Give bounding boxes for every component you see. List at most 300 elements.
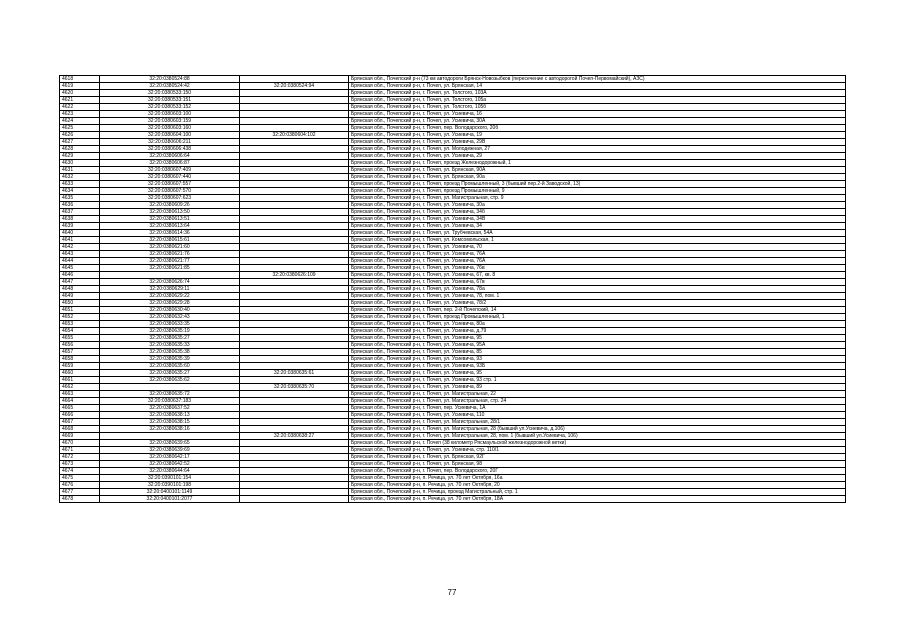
row-number-cell: 4653 xyxy=(60,321,100,328)
related-cadastral-number-cell xyxy=(240,209,349,216)
register-table xyxy=(59,75,846,503)
related-cadastral-number-cell xyxy=(240,160,349,167)
address-cell: Брянская обл., Почепский р-н, г. Почеп, пер. 2-й Почепский, 14 xyxy=(349,307,846,314)
cadastral-number-cell: 32:20:0380637:183 xyxy=(100,398,240,405)
address-cell: Брянская обл., Почепский р-н, г. Почеп, ул. Усиевича, 19 xyxy=(349,132,846,139)
related-cadastral-number-cell xyxy=(240,97,349,104)
row-number-cell: 4652 xyxy=(60,314,100,321)
table-row xyxy=(60,209,846,216)
cadastral-number-cell: 32:20:0380633:35 xyxy=(100,321,240,328)
address-cell: Брянская обл., Почепский р-н, г. Почеп, ул. Трубчевская, 54А xyxy=(349,230,846,237)
cadastral-number-cell: 32:20:0380609:26 xyxy=(100,202,240,209)
cadastral-number-cell: 32:20:0380635:62 xyxy=(100,377,240,384)
cadastral-number-cell: 32:20:0380635:27 xyxy=(100,370,240,377)
related-cadastral-number-cell xyxy=(240,363,349,370)
cadastral-number-cell: 32:20:0380607:623 xyxy=(100,195,240,202)
address-cell: Брянская обл., Почепский р-н, г. Почеп, ул. Магистральная, стр. 9 xyxy=(349,195,846,202)
table-row xyxy=(60,181,846,188)
row-number-cell: 4676 xyxy=(60,482,100,489)
cadastral-number-cell: 32:20:0380614:36 xyxy=(100,230,240,237)
address-cell: Брянская обл., Почепский р-н (73 км автодороги Брянск-Новозыбков (пересечение с автодорогой Почеп-Первомайский), АЗС) xyxy=(349,76,846,83)
row-number-cell: 4636 xyxy=(60,202,100,209)
cadastral-number-cell: 32:20:0380626:74 xyxy=(100,279,240,286)
related-cadastral-number-cell xyxy=(240,258,349,265)
related-cadastral-number-cell xyxy=(240,202,349,209)
cadastral-number-cell: 32:20:0400101:1149 xyxy=(100,489,240,496)
row-number-cell: 4624 xyxy=(60,118,100,125)
address-cell: Брянская обл., Почепский р-н, г. Почеп, ул. Толстого, 103А xyxy=(349,90,846,97)
address-cell: Брянская обл., Почепский р-н, г. Почеп, ул. Брянская, 14 xyxy=(349,83,846,90)
related-cadastral-number-cell xyxy=(240,76,349,83)
address-cell: Брянская обл., Почепский р-н, г. Почеп, ул. Усиевича, 76А xyxy=(349,258,846,265)
row-number-cell: 4618 xyxy=(60,76,100,83)
address-cell: Брянская обл., Почепский р-н, п. Речица, проезд Магистральный, стр. 1 xyxy=(349,489,846,496)
row-number-cell: 4648 xyxy=(60,286,100,293)
cadastral-number-cell: 32:20:0380613:50 xyxy=(100,209,240,216)
related-cadastral-number-cell xyxy=(240,447,349,454)
related-cadastral-number-cell xyxy=(240,440,349,447)
related-cadastral-number-cell xyxy=(240,426,349,433)
row-number-cell: 4670 xyxy=(60,440,100,447)
table-row xyxy=(60,265,846,272)
cadastral-number-cell: 32:20:0380629:11 xyxy=(100,286,240,293)
table-row xyxy=(60,349,846,356)
address-cell: Брянская обл., Почепский р-н, г. Почеп, ул. Усиевича, 85 xyxy=(349,349,846,356)
table-row xyxy=(60,272,846,279)
related-cadastral-number-cell: 32:20:0380604:102 xyxy=(240,132,349,139)
address-cell: Брянская обл., Почепский р-н, г. Почеп, ул. Брянская, 92Г xyxy=(349,454,846,461)
row-number-cell: 4639 xyxy=(60,223,100,230)
table-row xyxy=(60,125,846,132)
address-cell: Брянская обл., Почепский р-н, г. Почеп, ул. Усиевича, 34 xyxy=(349,223,846,230)
row-number-cell: 4664 xyxy=(60,398,100,405)
related-cadastral-number-cell xyxy=(240,328,349,335)
table-row xyxy=(60,412,846,419)
row-number-cell: 4647 xyxy=(60,279,100,286)
table-row xyxy=(60,160,846,167)
cadastral-number-cell: 32:20:0380638:16 xyxy=(100,426,240,433)
address-cell: Брянская обл., Почепский р-н, г. Почеп, ул. Брянская, 98 xyxy=(349,461,846,468)
address-cell: Брянская обл., Почепский р-н, г. Почеп, проезд Промышленный, 9 xyxy=(349,188,846,195)
table-row xyxy=(60,286,846,293)
table-row xyxy=(60,83,846,90)
row-number-cell: 4651 xyxy=(60,307,100,314)
related-cadastral-number-cell xyxy=(240,251,349,258)
row-number-cell: 4671 xyxy=(60,447,100,454)
table-row xyxy=(60,153,846,160)
address-cell: Брянская обл., Почепский р-н, г. Почеп, ул. Магистральная, 28/1 xyxy=(349,419,846,426)
cadastral-number-cell: 32:20:0380603:159 xyxy=(100,118,240,125)
row-number-cell: 4628 xyxy=(60,146,100,153)
row-number-cell: 4649 xyxy=(60,293,100,300)
row-number-cell: 4663 xyxy=(60,391,100,398)
related-cadastral-number-cell xyxy=(240,90,349,97)
related-cadastral-number-cell xyxy=(240,342,349,349)
table-row xyxy=(60,328,846,335)
related-cadastral-number-cell xyxy=(240,237,349,244)
related-cadastral-number-cell: 32:20:0380638:27 xyxy=(240,433,349,440)
cadastral-number-cell: 32:20:0380533:150 xyxy=(100,90,240,97)
address-cell: Брянская обл., Почепский р-н, г. Почеп, ул. Усиевича, 78, пом. 1 xyxy=(349,293,846,300)
cadastral-number-cell: 32:20:0380606:64 xyxy=(100,153,240,160)
table-row xyxy=(60,363,846,370)
cadastral-number-cell: 32:20:0380642:17 xyxy=(100,454,240,461)
cadastral-number-cell: 32:20:0380603:160 xyxy=(100,125,240,132)
table-row xyxy=(60,489,846,496)
row-number-cell: 4623 xyxy=(60,111,100,118)
cadastral-number-cell: 32:20:0380638:13 xyxy=(100,412,240,419)
related-cadastral-number-cell: 32:20:0380524:94 xyxy=(240,83,349,90)
row-number-cell: 4673 xyxy=(60,461,100,468)
table-row xyxy=(60,433,846,440)
table-row xyxy=(60,384,846,391)
row-number-cell: 4678 xyxy=(60,496,100,503)
cadastral-number-cell: 32:20:0380613:51 xyxy=(100,216,240,223)
cadastral-number-cell: 32:20:0380635:33 xyxy=(100,342,240,349)
address-cell: Брянская обл., Почепский р-н, г. Почеп, ул. Усиевича, 89 xyxy=(349,384,846,391)
row-number-cell: 4638 xyxy=(60,216,100,223)
cadastral-number-cell: 32:20:0380635:27 xyxy=(100,335,240,342)
table-row xyxy=(60,202,846,209)
address-cell: Брянская обл., Почепский р-н, г. Почеп, ул. Усиевича, 16 xyxy=(349,111,846,118)
row-number-cell: 4632 xyxy=(60,174,100,181)
related-cadastral-number-cell xyxy=(240,307,349,314)
address-cell: Брянская обл., Почепский р-н, г. Почеп, проезд Промышленный, 3 (бывший пер.2-й Заводской, 13) xyxy=(349,181,846,188)
row-number-cell: 4640 xyxy=(60,230,100,237)
related-cadastral-number-cell xyxy=(240,244,349,251)
address-cell: Брянская обл., Почепский р-н, г. Почеп, ул. Усиевича, 30А xyxy=(349,118,846,125)
related-cadastral-number-cell xyxy=(240,314,349,321)
address-cell: Брянская обл., Почепский р-н, г. Почеп, ул. Усиевича, 70 xyxy=(349,244,846,251)
address-cell: Брянская обл., Почепский р-н, г. Почеп, проезд Железнодорожный, 1 xyxy=(349,160,846,167)
table-row xyxy=(60,118,846,125)
table-row xyxy=(60,167,846,174)
row-number-cell: 4677 xyxy=(60,489,100,496)
address-cell: Брянская обл., Почепский р-н, г. Почеп, ул. Усиевича, 29В xyxy=(349,139,846,146)
related-cadastral-number-cell xyxy=(240,139,349,146)
address-cell: Брянская обл., Почепский р-н, г. Почеп, ул. Толстого, 105а xyxy=(349,97,846,104)
cadastral-number-cell: 32:20:0380635:19 xyxy=(100,328,240,335)
cadastral-number-cell: 32:20:0380638:15 xyxy=(100,419,240,426)
row-number-cell: 4627 xyxy=(60,139,100,146)
cadastral-number-cell: 32:20:0380635:60 xyxy=(100,363,240,370)
address-cell: Брянская обл., Почепский р-н, г. Почеп, ул. Усиевича, 95А xyxy=(349,342,846,349)
cadastral-number-cell: 32:20:0380629:22 xyxy=(100,293,240,300)
related-cadastral-number-cell xyxy=(240,496,349,503)
row-number-cell: 4644 xyxy=(60,258,100,265)
cadastral-number-cell xyxy=(100,384,240,391)
cadastral-number-cell: 32:20:0380603:100 xyxy=(100,111,240,118)
cadastral-number-cell: 32:20:0380632:43 xyxy=(100,314,240,321)
related-cadastral-number-cell xyxy=(240,104,349,111)
table-row xyxy=(60,440,846,447)
cadastral-number-cell: 32:20:0380607:409 xyxy=(100,167,240,174)
table-row xyxy=(60,356,846,363)
row-number-cell: 4629 xyxy=(60,153,100,160)
table-row xyxy=(60,76,846,83)
row-number-cell: 4633 xyxy=(60,181,100,188)
row-number-cell: 4668 xyxy=(60,426,100,433)
register-table-body xyxy=(60,76,846,503)
address-cell: Брянская обл., Почепский р-н, г. Почеп, ул. Брянская, 90А xyxy=(349,167,846,174)
related-cadastral-number-cell xyxy=(240,146,349,153)
related-cadastral-number-cell xyxy=(240,454,349,461)
table-row xyxy=(60,475,846,482)
related-cadastral-number-cell xyxy=(240,489,349,496)
cadastral-number-cell: 32:20:0380630:40 xyxy=(100,307,240,314)
row-number-cell: 4621 xyxy=(60,97,100,104)
related-cadastral-number-cell xyxy=(240,475,349,482)
table-row xyxy=(60,482,846,489)
row-number-cell: 4625 xyxy=(60,125,100,132)
address-cell: Брянская обл., Почепский р-н, г. Почеп, ул. Усиевича, 80а xyxy=(349,321,846,328)
table-row xyxy=(60,244,846,251)
table-row xyxy=(60,300,846,307)
page-number: 77 xyxy=(447,588,457,597)
table-row xyxy=(60,237,846,244)
cadastral-number-cell: 32:20:0380533:152 xyxy=(100,104,240,111)
table-row xyxy=(60,223,846,230)
table-row xyxy=(60,174,846,181)
address-cell: Брянская обл., Почепский р-н, г. Почеп, ул. Усиевича, 95 xyxy=(349,335,846,342)
cadastral-number-cell: 32:20:0380621:76 xyxy=(100,251,240,258)
related-cadastral-number-cell xyxy=(240,419,349,426)
related-cadastral-number-cell xyxy=(240,405,349,412)
row-number-cell: 4622 xyxy=(60,104,100,111)
row-number-cell: 4658 xyxy=(60,356,100,363)
cadastral-number-cell: 32:20:0380613:64 xyxy=(100,223,240,230)
address-cell: Брянская обл., Почепский р-н, п. Речица, ул. 70 лет Октября, 16а xyxy=(349,475,846,482)
address-cell: Брянская обл., Почепский р-н, г. Почеп, ул. Магистральная, 22 xyxy=(349,391,846,398)
row-number-cell: 4674 xyxy=(60,468,100,475)
related-cadastral-number-cell xyxy=(240,468,349,475)
address-cell: Брянская обл., Почепский р-н, г. Почеп, ул. Магистральная, 28 (бывший ул.Усиевича, д.106) xyxy=(349,426,846,433)
row-number-cell: 4646 xyxy=(60,272,100,279)
row-number-cell: 4630 xyxy=(60,160,100,167)
cadastral-number-cell xyxy=(100,272,240,279)
cadastral-number-cell: 32:20:0380607:440 xyxy=(100,174,240,181)
related-cadastral-number-cell xyxy=(240,125,349,132)
row-number-cell: 4675 xyxy=(60,475,100,482)
row-number-cell: 4657 xyxy=(60,349,100,356)
cadastral-number-cell: 32:20:0380635:38 xyxy=(100,349,240,356)
table-row xyxy=(60,251,846,258)
table-row xyxy=(60,216,846,223)
address-cell: Брянская обл., Почепский р-н, п. Речица, ул. 70 лет Октября, 18А xyxy=(349,496,846,503)
cadastral-number-cell: 32:20:0380621:85 xyxy=(100,265,240,272)
cadastral-number-cell: 32:20:0400101:2077 xyxy=(100,496,240,503)
related-cadastral-number-cell xyxy=(240,461,349,468)
address-cell: Брянская обл., Почепский р-н, г. Почеп, ул. Усиевича, 29 xyxy=(349,153,846,160)
table-row xyxy=(60,293,846,300)
table-row xyxy=(60,461,846,468)
related-cadastral-number-cell xyxy=(240,412,349,419)
related-cadastral-number-cell xyxy=(240,118,349,125)
related-cadastral-number-cell xyxy=(240,153,349,160)
table-row xyxy=(60,342,846,349)
related-cadastral-number-cell xyxy=(240,230,349,237)
row-number-cell: 4645 xyxy=(60,265,100,272)
address-cell: Брянская обл., Почепский р-н, г. Почеп, ул. Усиевича, 78/2 xyxy=(349,300,846,307)
cadastral-number-cell: 32:20:0380524:88 xyxy=(100,76,240,83)
related-cadastral-number-cell xyxy=(240,286,349,293)
cadastral-number-cell: 32:20:0380604:100 xyxy=(100,132,240,139)
row-number-cell: 4626 xyxy=(60,132,100,139)
address-cell: Брянская обл., Почепский р-н, г. Почеп, ул. Молодежная, 27 xyxy=(349,146,846,153)
related-cadastral-number-cell xyxy=(240,188,349,195)
row-number-cell: 4634 xyxy=(60,188,100,195)
address-cell: Брянская обл., Почепский р-н, г. Почеп, пер. Володарского, 20Г xyxy=(349,468,846,475)
related-cadastral-number-cell xyxy=(240,174,349,181)
related-cadastral-number-cell xyxy=(240,279,349,286)
table-row xyxy=(60,314,846,321)
related-cadastral-number-cell xyxy=(240,216,349,223)
address-cell: Брянская обл., Почепский р-н, г. Почеп, ул. Усиевича, д.79 xyxy=(349,328,846,335)
row-number-cell: 4655 xyxy=(60,335,100,342)
table-row xyxy=(60,188,846,195)
cadastral-number-cell: 32:20:0380621:60 xyxy=(100,244,240,251)
address-cell: Брянская обл., Почепский р-н, г. Почеп, ул. Усиевича, стр. 110/1 xyxy=(349,447,846,454)
address-cell: Брянская обл., Почепский р-н, г. Почеп (38 километр Рясмаульской железнодорожной ветки) xyxy=(349,440,846,447)
cadastral-number-cell: 32:20:0390101:154 xyxy=(100,475,240,482)
cadastral-number-cell: 32:20:0380524:42 xyxy=(100,83,240,90)
row-number-cell: 4637 xyxy=(60,209,100,216)
address-cell: Брянская обл., Почепский р-н, г. Почеп, ул. Усиевича, 95 xyxy=(349,370,846,377)
table-row xyxy=(60,90,846,97)
related-cadastral-number-cell xyxy=(240,293,349,300)
table-row xyxy=(60,398,846,405)
table-row xyxy=(60,426,846,433)
address-cell: Брянская обл., Почепский р-н, г. Почеп, ул. Усиевича, 78а xyxy=(349,286,846,293)
table-row xyxy=(60,97,846,104)
row-number-cell: 4672 xyxy=(60,454,100,461)
cadastral-number-cell: 32:20:0380607:570 xyxy=(100,188,240,195)
address-cell: Брянская обл., Почепский р-н, г. Почеп, ул. Толстого, 105б xyxy=(349,104,846,111)
row-number-cell: 4656 xyxy=(60,342,100,349)
table-row xyxy=(60,132,846,139)
related-cadastral-number-cell xyxy=(240,482,349,489)
related-cadastral-number-cell xyxy=(240,265,349,272)
address-cell: Брянская обл., Почепский р-н, г. Почеп, пер. Усиевича, 1А xyxy=(349,405,846,412)
table-row xyxy=(60,111,846,118)
related-cadastral-number-cell xyxy=(240,300,349,307)
row-number-cell: 4662 xyxy=(60,384,100,391)
address-cell: Брянская обл., Почепский р-н, г. Почеп, ул. Усиевича, 93 стр. 1 xyxy=(349,377,846,384)
row-number-cell: 4631 xyxy=(60,167,100,174)
table-row xyxy=(60,146,846,153)
table-row xyxy=(60,195,846,202)
table-row xyxy=(60,279,846,286)
row-number-cell: 4666 xyxy=(60,412,100,419)
address-cell: Брянская обл., Почепский р-н, г. Почеп, ул. Магистральная, 28, пом. 1 (бывший ул.Усиевича, 106) xyxy=(349,433,846,440)
related-cadastral-number-cell xyxy=(240,195,349,202)
cadastral-number-cell xyxy=(100,433,240,440)
cadastral-number-cell: 32:20:0380635:72 xyxy=(100,391,240,398)
cadastral-number-cell: 32:20:0380607:557 xyxy=(100,181,240,188)
table-row xyxy=(60,391,846,398)
address-cell: Брянская обл., Почепский р-н, г. Почеп, ул. Усиевича, 110 xyxy=(349,412,846,419)
row-number-cell: 4635 xyxy=(60,195,100,202)
table-row xyxy=(60,419,846,426)
related-cadastral-number-cell xyxy=(240,356,349,363)
cadastral-number-cell: 32:20:0380642:52 xyxy=(100,461,240,468)
address-cell: Брянская обл., Почепский р-н, г. Почеп, ул. Брянская, 90а xyxy=(349,174,846,181)
related-cadastral-number-cell: 32:20:0380635:61 xyxy=(240,370,349,377)
related-cadastral-number-cell: 32:20:0380626:109 xyxy=(240,272,349,279)
address-cell: Брянская обл., Почепский р-н, п. Речица, ул. 70 лет Октября, 20 xyxy=(349,482,846,489)
table-row xyxy=(60,139,846,146)
cadastral-number-cell: 32:20:0380533:151 xyxy=(100,97,240,104)
row-number-cell: 4619 xyxy=(60,83,100,90)
table-row xyxy=(60,447,846,454)
table-row xyxy=(60,230,846,237)
address-cell: Брянская обл., Почепский р-н, г. Почеп, ул. Усиевича, 30а xyxy=(349,202,846,209)
related-cadastral-number-cell xyxy=(240,321,349,328)
cadastral-number-cell: 32:20:0380621:77 xyxy=(100,258,240,265)
table-row xyxy=(60,104,846,111)
related-cadastral-number-cell xyxy=(240,377,349,384)
cadastral-number-cell: 32:20:0380606:438 xyxy=(100,146,240,153)
address-cell: Брянская обл., Почепский р-н, г. Почеп, ул. Усиевича, 67, кв. 8 xyxy=(349,272,846,279)
row-number-cell: 4620 xyxy=(60,90,100,97)
cadastral-number-cell: 32:20:0390101:198 xyxy=(100,482,240,489)
row-number-cell: 4643 xyxy=(60,251,100,258)
table-row xyxy=(60,335,846,342)
row-number-cell: 4641 xyxy=(60,237,100,244)
cadastral-number-cell: 32:20:0380635:39 xyxy=(100,356,240,363)
row-number-cell: 4667 xyxy=(60,419,100,426)
row-number-cell: 4642 xyxy=(60,244,100,251)
address-cell: Брянская обл., Почепский р-н, г. Почеп, ул. Усиевича, 93Б xyxy=(349,363,846,370)
address-cell: Брянская обл., Почепский р-н, г. Почеп, пер. Володарского, 20б xyxy=(349,125,846,132)
row-number-cell: 4660 xyxy=(60,370,100,377)
row-number-cell: 4661 xyxy=(60,377,100,384)
cadastral-number-cell: 32:20:0380629:28 xyxy=(100,300,240,307)
related-cadastral-number-cell xyxy=(240,335,349,342)
related-cadastral-number-cell xyxy=(240,111,349,118)
address-cell: Брянская обл., Почепский р-н, г. Почеп, ул. Усиевича, 93 xyxy=(349,356,846,363)
related-cadastral-number-cell xyxy=(240,398,349,405)
table-row xyxy=(60,258,846,265)
related-cadastral-number-cell xyxy=(240,391,349,398)
cadastral-number-cell: 32:20:0380615:61 xyxy=(100,237,240,244)
row-number-cell: 4650 xyxy=(60,300,100,307)
table-row xyxy=(60,496,846,503)
address-cell: Брянская обл., Почепский р-н, г. Почеп, ул. Усиевича, 34б xyxy=(349,209,846,216)
table-row xyxy=(60,321,846,328)
address-cell: Брянская обл., Почепский р-н, г. Почеп, ул. Комсомольская, 1 xyxy=(349,237,846,244)
cadastral-number-cell: 32:20:0380639:69 xyxy=(100,447,240,454)
table-row xyxy=(60,370,846,377)
related-cadastral-number-cell: 32:20:0380635:70 xyxy=(240,384,349,391)
address-cell: Брянская обл., Почепский р-н, г. Почеп, ул. Усиевича, 76в xyxy=(349,265,846,272)
related-cadastral-number-cell xyxy=(240,349,349,356)
related-cadastral-number-cell xyxy=(240,223,349,230)
table-row xyxy=(60,468,846,475)
cadastral-number-cell: 32:20:0380606:87 xyxy=(100,160,240,167)
address-cell: Брянская обл., Почепский р-н, г. Почеп, ул. Усиевича, 34В xyxy=(349,216,846,223)
related-cadastral-number-cell xyxy=(240,167,349,174)
address-cell: Брянская обл., Почепский р-н, г. Почеп, ул. Магистральная, стр. 24 xyxy=(349,398,846,405)
table-row xyxy=(60,405,846,412)
table-row xyxy=(60,307,846,314)
address-cell: Брянская обл., Почепский р-н, г. Почеп, проезд Промышленный, 1 xyxy=(349,314,846,321)
row-number-cell: 4669 xyxy=(60,433,100,440)
cadastral-number-cell: 32:20:0380644:64 xyxy=(100,468,240,475)
cadastral-number-cell: 32:20:0380639:65 xyxy=(100,440,240,447)
row-number-cell: 4665 xyxy=(60,405,100,412)
address-cell: Брянская обл., Почепский р-н, г. Почеп, ул. Усиевича, 67в xyxy=(349,279,846,286)
